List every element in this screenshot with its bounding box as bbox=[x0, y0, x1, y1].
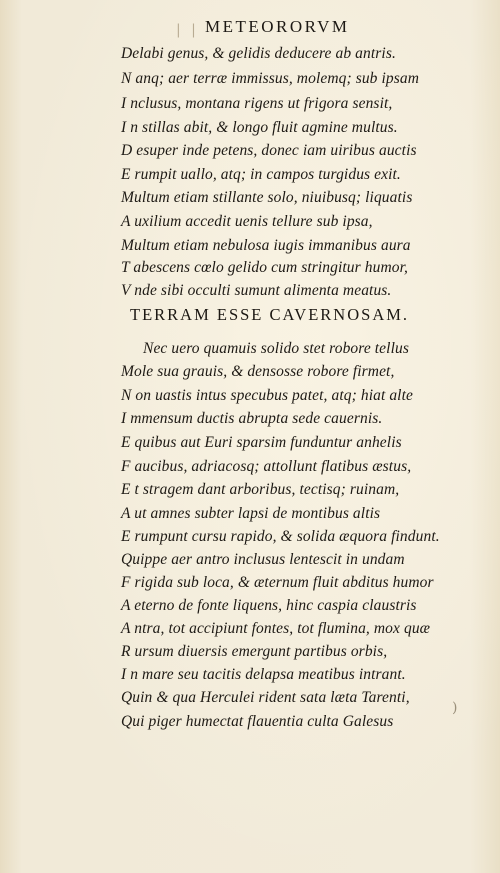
verse-line: E quibus aut Euri sparsim funduntur anhelis bbox=[121, 434, 402, 451]
verse-line: A ut amnes subter lapsi de montibus altis bbox=[121, 505, 381, 522]
running-head: METEORORVM bbox=[205, 17, 350, 36]
section-heading: TERRAM ESSE CAVERNOSAM. bbox=[130, 305, 410, 324]
verse-line: I nclusus, montana rigens ut frigora sensit, bbox=[121, 95, 393, 112]
verse-line: F aucibus, adriacosq; attollunt flatibus æstus, bbox=[121, 458, 412, 475]
verse-line: I mmensum ductis abrupta sede cauernis. bbox=[121, 410, 383, 427]
verse-line: N anq; aer terræ immissus, molemq; sub ipsam bbox=[121, 70, 420, 87]
verse-line: Multum etiam stillante solo, niuibusq; liquatis bbox=[121, 189, 413, 206]
verse-line: Multum etiam nebulosa iugis immanibus aura bbox=[121, 237, 411, 254]
verse-line: E rumpunt cursu rapido, & solida æquora findunt. bbox=[121, 528, 440, 545]
verse-line: N on uastis intus specubus patet, atq; hiat alte bbox=[121, 387, 413, 404]
verse-line: A eterno de fonte liquens, hinc caspia claustris bbox=[121, 597, 417, 614]
verse-line: Quin & qua Herculei rident sata læta Tarenti, bbox=[121, 689, 410, 706]
verse-line: A ntra, tot accipiunt fontes, tot flumina, mox quæ bbox=[121, 620, 431, 637]
verse-line: D esuper inde petens, donec iam uiribus auctis bbox=[121, 142, 417, 159]
verse-line: E rumpit uallo, atq; in campos turgidus exit. bbox=[121, 166, 401, 183]
verse-line: F rigida sub loca, & æternum fluit abditus humor bbox=[121, 574, 434, 591]
verse-line: A uxilium accedit uenis tellure sub ipsa, bbox=[121, 213, 373, 230]
verse-line: E t stragem dant arboribus, tectisq; ruinam, bbox=[121, 481, 400, 498]
verse-line: Delabi genus, & gelidis deducere ab antris. bbox=[121, 45, 396, 62]
verse-line: R ursum diuersis emergunt partibus orbis, bbox=[121, 643, 388, 660]
verse-line: Qui piger humectat flauentia culta Galesus bbox=[121, 713, 394, 730]
verse-line: V nde sibi occulti sumunt alimenta meatus. bbox=[121, 282, 392, 299]
verse-line: Mole sua grauis, & densosse robore firmet, bbox=[121, 363, 395, 380]
verse-line: T abescens cœlo gelido cum stringitur humor, bbox=[121, 259, 408, 276]
gutter-mark: | | bbox=[176, 22, 199, 38]
verse-line: Quippe aer antro inclusus lentescit in undam bbox=[121, 551, 405, 568]
verse-line: I n mare seu tacitis delapsa meatibus intrant. bbox=[121, 666, 406, 683]
verse-line: Nec uero quamuis solido stet robore tellus bbox=[143, 340, 409, 357]
verse-line: I n stillas abit, & longo fluit agmine multus. bbox=[121, 119, 398, 136]
margin-mark: ) bbox=[452, 700, 458, 716]
